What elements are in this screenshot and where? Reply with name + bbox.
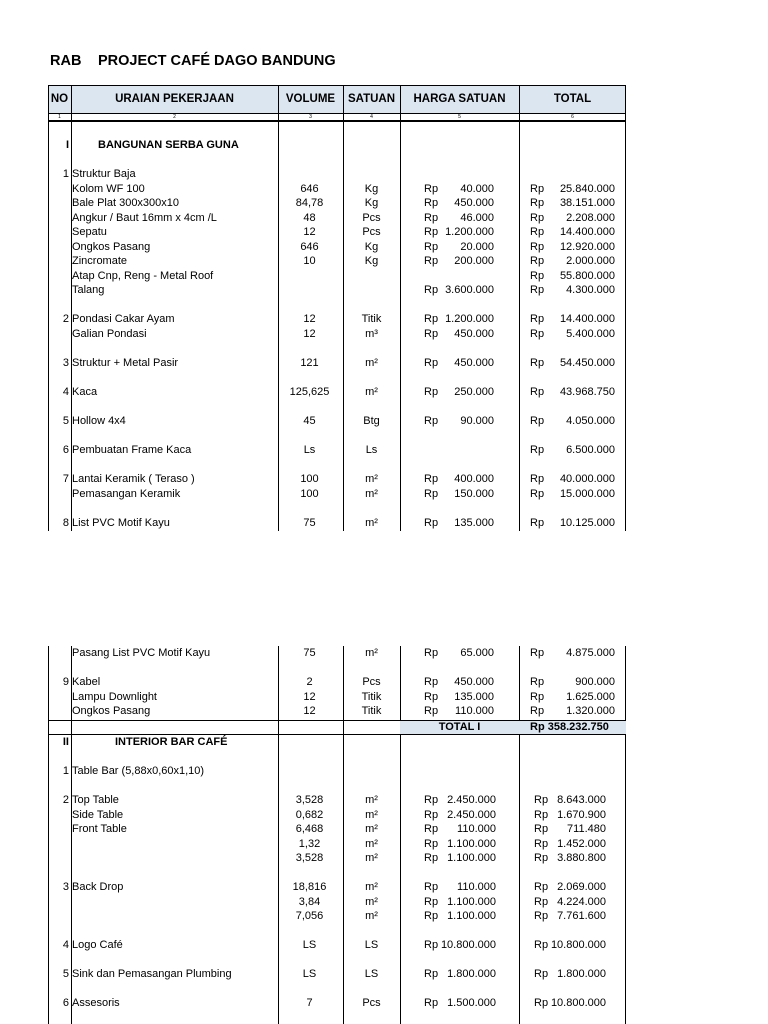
row-harga-satuan: 450.000 bbox=[454, 676, 494, 688]
row-satuan: m² bbox=[365, 837, 378, 850]
table-row bbox=[48, 690, 626, 705]
harga-currency: Rp bbox=[424, 895, 439, 908]
harga-currency: Rp bbox=[424, 968, 439, 980]
row-number: 3 bbox=[62, 881, 69, 893]
row-volume: 12 bbox=[303, 226, 316, 238]
row-description: Angkur / Baut 16mm x 4cm /L bbox=[72, 211, 217, 224]
header-total: TOTAL bbox=[553, 93, 592, 105]
row-harga-satuan: 400.000 bbox=[454, 473, 494, 485]
row-harga-satuan: 110.000 bbox=[457, 881, 496, 893]
harga-currency: Rp bbox=[424, 313, 439, 325]
row-total: 4.224.000 bbox=[557, 895, 606, 908]
table-row bbox=[48, 356, 626, 371]
table-row bbox=[48, 704, 626, 719]
row-volume: 3,84 bbox=[298, 895, 321, 908]
row-satuan: m² bbox=[365, 356, 378, 369]
row-satuan: m² bbox=[365, 808, 378, 821]
total-currency: Rp bbox=[530, 327, 545, 340]
table-header bbox=[48, 85, 626, 113]
row-number: 7 bbox=[62, 473, 69, 485]
total-currency: Rp bbox=[534, 968, 549, 980]
row-volume: LS bbox=[302, 939, 317, 951]
row-satuan: Pcs bbox=[362, 997, 381, 1009]
row-volume: 10 bbox=[303, 255, 316, 267]
row-description: Sepatu bbox=[72, 226, 107, 238]
row-volume: 125,625 bbox=[289, 386, 330, 398]
row-satuan: m² bbox=[365, 386, 378, 398]
col-index: 5 bbox=[458, 114, 461, 120]
row-satuan: Pcs bbox=[362, 226, 381, 238]
row-number: 8 bbox=[62, 517, 69, 529]
row-volume: 2 bbox=[306, 676, 313, 688]
total-currency: Rp bbox=[530, 487, 545, 500]
table-row bbox=[48, 225, 626, 240]
table-row bbox=[48, 808, 626, 823]
header-uraian: URAIAN PEKERJAAN bbox=[115, 93, 234, 105]
title-prefix: RAB bbox=[50, 53, 82, 69]
header-satuan: SATUAN bbox=[347, 93, 396, 105]
row-harga-satuan: 450.000 bbox=[454, 327, 494, 340]
row-total: 1.670.900 bbox=[557, 808, 606, 821]
row-harga-satuan: 135.000 bbox=[454, 517, 494, 529]
row-harga-satuan: 2.450.000 bbox=[447, 808, 496, 821]
harga-currency: Rp bbox=[424, 473, 439, 485]
row-volume: 7 bbox=[306, 997, 313, 1009]
total-currency: Rp bbox=[530, 182, 545, 195]
row-total: 4.875.000 bbox=[566, 647, 615, 659]
row-satuan: Kg bbox=[364, 197, 379, 209]
row-volume: 1,32 bbox=[298, 837, 321, 850]
row-total: 2.208.000 bbox=[566, 211, 615, 224]
row-number: 3 bbox=[62, 356, 69, 369]
row-volume: 45 bbox=[303, 415, 316, 427]
row-description: Pondasi Cakar Ayam bbox=[72, 313, 175, 325]
row-total: 2.069.000 bbox=[557, 881, 606, 893]
row-harga-satuan: 1.100.000 bbox=[447, 910, 496, 922]
row-harga-satuan: 3.600.000 bbox=[445, 284, 494, 296]
col-index: 6 bbox=[571, 114, 574, 120]
row-number: 5 bbox=[62, 415, 69, 427]
row-harga-satuan: 1.200.000 bbox=[445, 313, 494, 325]
row-total: 25.840.000 bbox=[559, 182, 615, 195]
row-total: 10.800.000 bbox=[550, 997, 606, 1009]
table-row bbox=[48, 895, 626, 910]
table-row bbox=[48, 516, 626, 531]
total-currency: Rp bbox=[530, 444, 545, 456]
table-row bbox=[48, 167, 626, 182]
table-row bbox=[48, 837, 626, 852]
row-volume: 12 bbox=[303, 327, 316, 340]
row-total: 43.968.750 bbox=[559, 386, 615, 398]
row-total: 4.300.000 bbox=[566, 284, 615, 296]
harga-currency: Rp bbox=[424, 823, 439, 835]
row-volume: 0,682 bbox=[295, 808, 324, 821]
total-currency: Rp bbox=[530, 226, 545, 238]
row-description: Lantai Keramik ( Teraso ) bbox=[72, 473, 195, 485]
row-volume: 12 bbox=[303, 313, 316, 325]
total-currency: Rp bbox=[530, 211, 545, 224]
row-satuan: Kg bbox=[364, 182, 379, 195]
table-row bbox=[48, 327, 626, 342]
harga-currency: Rp bbox=[424, 327, 439, 340]
row-description: Assesoris bbox=[72, 997, 120, 1009]
total-i-value: Rp 358.232.750 bbox=[530, 721, 609, 733]
row-satuan: Kg bbox=[364, 240, 379, 253]
rab-table-page-2 bbox=[48, 646, 626, 1024]
table-row bbox=[48, 196, 626, 211]
row-satuan: m² bbox=[365, 895, 378, 908]
row-volume: 84,78 bbox=[295, 197, 324, 209]
row-total: 4.050.000 bbox=[566, 415, 615, 427]
row-harga-satuan: 250.000 bbox=[454, 386, 494, 398]
row-satuan: m² bbox=[365, 823, 378, 835]
row-harga-satuan: 1.800.000 bbox=[447, 968, 496, 980]
row-volume: 12 bbox=[303, 705, 316, 717]
row-satuan: Ls bbox=[365, 444, 378, 456]
page-title bbox=[50, 53, 336, 69]
row-number: 2 bbox=[62, 794, 69, 806]
row-description: Side Table bbox=[72, 808, 124, 821]
total-currency: Rp bbox=[530, 690, 545, 703]
row-description: List PVC Motif Kayu bbox=[72, 517, 170, 529]
header-volume: VOLUME bbox=[285, 93, 336, 105]
row-number: 2 bbox=[62, 313, 69, 325]
row-total: 40.000.000 bbox=[559, 473, 615, 485]
table-row bbox=[48, 472, 626, 487]
row-volume: 646 bbox=[300, 240, 319, 253]
total-i-label: TOTAL I bbox=[438, 721, 481, 733]
row-volume: 100 bbox=[300, 473, 319, 485]
row-total: 14.400.000 bbox=[559, 313, 615, 325]
total-currency: Rp bbox=[530, 197, 545, 209]
row-volume: 7,056 bbox=[295, 910, 324, 922]
harga-currency: Rp bbox=[424, 647, 439, 659]
harga-currency: Rp bbox=[424, 197, 439, 209]
row-satuan: m² bbox=[365, 473, 378, 485]
harga-currency: Rp bbox=[424, 211, 439, 224]
row-description: Pemasangan Keramik bbox=[72, 487, 181, 500]
row-number: 6 bbox=[62, 444, 69, 456]
row-total: 10.125.000 bbox=[559, 517, 615, 529]
table-row bbox=[48, 443, 626, 458]
row-satuan: m² bbox=[365, 487, 378, 500]
row-satuan: Kg bbox=[364, 255, 379, 267]
row-total: 10.800.000 bbox=[550, 939, 606, 951]
row-description: BANGUNAN SERBA GUNA bbox=[98, 139, 239, 151]
row-volume: 3,528 bbox=[295, 852, 324, 864]
harga-currency: Rp bbox=[424, 910, 439, 922]
row-total: 55.800.000 bbox=[559, 269, 615, 282]
harga-currency: Rp bbox=[424, 808, 439, 821]
harga-currency: Rp bbox=[424, 852, 439, 864]
rab-table-page-1 bbox=[48, 85, 626, 531]
table-row bbox=[48, 909, 626, 924]
row-satuan: Pcs bbox=[362, 676, 381, 688]
table-row bbox=[48, 967, 626, 982]
row-description: Top Table bbox=[72, 794, 119, 806]
row-total: 3.880.800 bbox=[557, 852, 606, 864]
row-description: Front Table bbox=[72, 823, 127, 835]
row-total: 711.480 bbox=[567, 823, 606, 835]
row-number: 4 bbox=[62, 386, 69, 398]
row-satuan: m³ bbox=[365, 327, 378, 340]
header-harga-satuan: HARGA SATUAN bbox=[413, 93, 506, 105]
row-satuan: m² bbox=[365, 881, 378, 893]
harga-currency: Rp bbox=[424, 182, 439, 195]
table-row bbox=[48, 646, 626, 661]
row-number: 1 bbox=[62, 765, 69, 777]
row-volume: 18,816 bbox=[292, 881, 327, 893]
row-description: Galian Pondasi bbox=[72, 327, 147, 340]
title-project: PROJECT CAFÉ DAGO BANDUNG bbox=[98, 53, 336, 69]
total-currency: Rp bbox=[530, 415, 545, 427]
row-harga-satuan: 450.000 bbox=[454, 356, 494, 369]
row-number: 9 bbox=[62, 676, 69, 688]
row-description: Sink dan Pemasangan Plumbing bbox=[72, 968, 232, 980]
row-harga-satuan: 65.000 bbox=[460, 647, 494, 659]
total-currency: Rp bbox=[530, 517, 545, 529]
col-index: 1 bbox=[58, 114, 61, 120]
row-harga-satuan: 1.100.000 bbox=[447, 895, 496, 908]
row-volume: 3,528 bbox=[295, 794, 324, 806]
row-satuan: LS bbox=[364, 939, 379, 951]
row-total: 7.761.600 bbox=[557, 910, 606, 922]
row-volume: LS bbox=[302, 968, 317, 980]
row-total: 8.643.000 bbox=[557, 794, 606, 806]
harga-currency: Rp bbox=[424, 226, 439, 238]
row-total: 1.625.000 bbox=[566, 690, 615, 703]
row-description: Kabel bbox=[72, 676, 101, 688]
row-description: Back Drop bbox=[72, 881, 124, 893]
total-currency: Rp bbox=[530, 676, 545, 688]
harga-currency: Rp bbox=[424, 255, 439, 267]
row-description: Kaca bbox=[72, 386, 98, 398]
row-number: 6 bbox=[62, 997, 69, 1009]
row-satuan: m² bbox=[365, 852, 378, 864]
total-currency: Rp bbox=[530, 255, 545, 267]
total-currency: Rp bbox=[530, 240, 545, 253]
harga-currency: Rp bbox=[424, 794, 439, 806]
row-total: 38.151.000 bbox=[559, 197, 615, 209]
harga-currency: Rp bbox=[424, 939, 439, 951]
row-description: Atap Cnp, Reng - Metal Roof bbox=[72, 269, 214, 282]
harga-currency: Rp bbox=[424, 415, 439, 427]
table-row bbox=[48, 793, 626, 808]
row-description: Pembuatan Frame Kaca bbox=[72, 444, 192, 456]
row-total: 15.000.000 bbox=[559, 487, 615, 500]
row-harga-satuan: 40.000 bbox=[460, 182, 494, 195]
row-total: 1.452.000 bbox=[557, 837, 606, 850]
table-row bbox=[48, 240, 626, 255]
total-currency: Rp bbox=[534, 837, 549, 850]
table-row bbox=[48, 735, 626, 750]
table-row bbox=[48, 487, 626, 502]
total-currency: Rp bbox=[530, 356, 545, 369]
harga-currency: Rp bbox=[424, 386, 439, 398]
row-satuan: Titik bbox=[361, 690, 382, 703]
row-total: 900.000 bbox=[575, 676, 615, 688]
row-harga-satuan: 20.000 bbox=[460, 240, 494, 253]
row-description: Table Bar (5,88x0,60x1,10) bbox=[72, 765, 205, 777]
total-currency: Rp bbox=[530, 647, 545, 659]
table-row bbox=[48, 996, 626, 1011]
table-row bbox=[48, 283, 626, 298]
row-harga-satuan: 200.000 bbox=[454, 255, 494, 267]
table-row bbox=[48, 414, 626, 429]
row-satuan: Titik bbox=[361, 313, 382, 325]
row-satuan: m² bbox=[365, 517, 378, 529]
row-satuan: m² bbox=[365, 910, 378, 922]
table-row bbox=[48, 675, 626, 690]
row-harga-satuan: 1.200.000 bbox=[445, 226, 494, 238]
table-row bbox=[48, 385, 626, 400]
total-currency: Rp bbox=[534, 939, 549, 951]
total-currency: Rp bbox=[534, 881, 549, 893]
col-index: 3 bbox=[309, 114, 312, 120]
harga-currency: Rp bbox=[424, 240, 439, 253]
row-total: 6.500.000 bbox=[566, 444, 615, 456]
table-row bbox=[48, 851, 626, 866]
col-index: 2 bbox=[173, 114, 176, 120]
row-satuan: m² bbox=[365, 647, 378, 659]
total-currency: Rp bbox=[534, 910, 549, 922]
row-volume: 75 bbox=[303, 647, 316, 659]
row-description: Struktur + Metal Pasir bbox=[72, 356, 179, 369]
row-harga-satuan: 10.800.000 bbox=[440, 939, 496, 951]
row-volume: 646 bbox=[300, 182, 319, 195]
row-total: 2.000.000 bbox=[566, 255, 615, 267]
harga-currency: Rp bbox=[424, 705, 439, 717]
row-volume: 75 bbox=[303, 517, 316, 529]
total-currency: Rp bbox=[534, 997, 549, 1009]
row-description: Zincromate bbox=[72, 255, 128, 267]
total-currency: Rp bbox=[530, 705, 545, 717]
harga-currency: Rp bbox=[424, 356, 439, 369]
row-satuan: Pcs bbox=[362, 211, 381, 224]
total-currency: Rp bbox=[534, 823, 549, 835]
row-total: 1.800.000 bbox=[557, 968, 606, 980]
row-volume: 48 bbox=[303, 211, 316, 224]
harga-currency: Rp bbox=[424, 487, 439, 500]
row-satuan: m² bbox=[365, 794, 378, 806]
row-number: 1 bbox=[62, 168, 69, 180]
row-total: 14.400.000 bbox=[559, 226, 615, 238]
row-description: Lampu Downlight bbox=[72, 690, 157, 703]
row-description: Ongkos Pasang bbox=[72, 705, 151, 717]
total-currency: Rp bbox=[530, 386, 545, 398]
total-currency: Rp bbox=[534, 852, 549, 864]
row-harga-satuan: 135.000 bbox=[454, 690, 494, 703]
table-row bbox=[48, 880, 626, 895]
row-total: 12.920.000 bbox=[559, 240, 615, 253]
row-description: Bale Plat 300x300x10 bbox=[72, 197, 180, 209]
total-currency: Rp bbox=[534, 808, 549, 821]
row-satuan: Btg bbox=[363, 415, 380, 427]
row-volume: 12 bbox=[303, 690, 316, 703]
table-row bbox=[48, 211, 626, 226]
total-currency: Rp bbox=[534, 895, 549, 908]
row-description: Kolom WF 100 bbox=[72, 182, 145, 195]
harga-currency: Rp bbox=[424, 690, 439, 703]
row-number: 5 bbox=[62, 968, 69, 980]
row-harga-satuan: 1.100.000 bbox=[447, 837, 496, 850]
table-row bbox=[48, 182, 626, 197]
row-harga-satuan: 110.000 bbox=[455, 705, 494, 717]
row-number: I bbox=[65, 139, 69, 151]
row-total: 54.450.000 bbox=[559, 356, 615, 369]
row-volume: 100 bbox=[300, 487, 319, 500]
row-number: 4 bbox=[62, 939, 69, 951]
table-row bbox=[48, 312, 626, 327]
row-total: 1.320.000 bbox=[566, 705, 615, 717]
harga-currency: Rp bbox=[424, 881, 439, 893]
row-description: Pasang List PVC Motif Kayu bbox=[72, 647, 211, 659]
total-currency: Rp bbox=[530, 473, 545, 485]
total-currency: Rp bbox=[530, 284, 545, 296]
table-row bbox=[48, 822, 626, 837]
row-harga-satuan: 1.100.000 bbox=[447, 852, 496, 864]
total-currency: Rp bbox=[530, 313, 545, 325]
row-harga-satuan: 90.000 bbox=[460, 415, 494, 427]
table-row bbox=[48, 254, 626, 269]
row-description: Hollow 4x4 bbox=[72, 415, 126, 427]
harga-currency: Rp bbox=[424, 837, 439, 850]
total-currency: Rp bbox=[534, 794, 549, 806]
total-i-row bbox=[48, 720, 626, 735]
harga-currency: Rp bbox=[424, 676, 439, 688]
row-description: INTERIOR BAR CAFÉ bbox=[115, 736, 228, 748]
row-harga-satuan: 450.000 bbox=[454, 197, 494, 209]
row-total: 5.400.000 bbox=[566, 327, 615, 340]
table-row bbox=[48, 138, 626, 153]
row-description: Logo Café bbox=[72, 939, 123, 951]
row-harga-satuan: 150.000 bbox=[454, 487, 494, 500]
row-volume: 6,468 bbox=[295, 823, 324, 835]
harga-currency: Rp bbox=[424, 997, 439, 1009]
row-volume: 121 bbox=[300, 356, 319, 369]
row-number: II bbox=[62, 736, 69, 748]
row-description: Ongkos Pasang bbox=[72, 240, 151, 253]
row-volume: Ls bbox=[303, 444, 316, 456]
row-description: Talang bbox=[72, 284, 105, 296]
row-harga-satuan: 1.500.000 bbox=[447, 997, 496, 1009]
row-harga-satuan: 46.000 bbox=[460, 211, 494, 224]
total-currency: Rp bbox=[530, 269, 545, 282]
row-harga-satuan: 2.450.000 bbox=[447, 794, 496, 806]
row-satuan: LS bbox=[364, 968, 379, 980]
table-row bbox=[48, 269, 626, 284]
table-row bbox=[48, 764, 626, 779]
row-description: Struktur Baja bbox=[72, 168, 136, 180]
row-satuan: Titik bbox=[361, 705, 382, 717]
harga-currency: Rp bbox=[424, 284, 439, 296]
row-harga-satuan: 110.000 bbox=[457, 823, 496, 835]
table-row bbox=[48, 938, 626, 953]
header-no: NO bbox=[50, 93, 69, 105]
harga-currency: Rp bbox=[424, 517, 439, 529]
col-index: 4 bbox=[370, 114, 373, 120]
